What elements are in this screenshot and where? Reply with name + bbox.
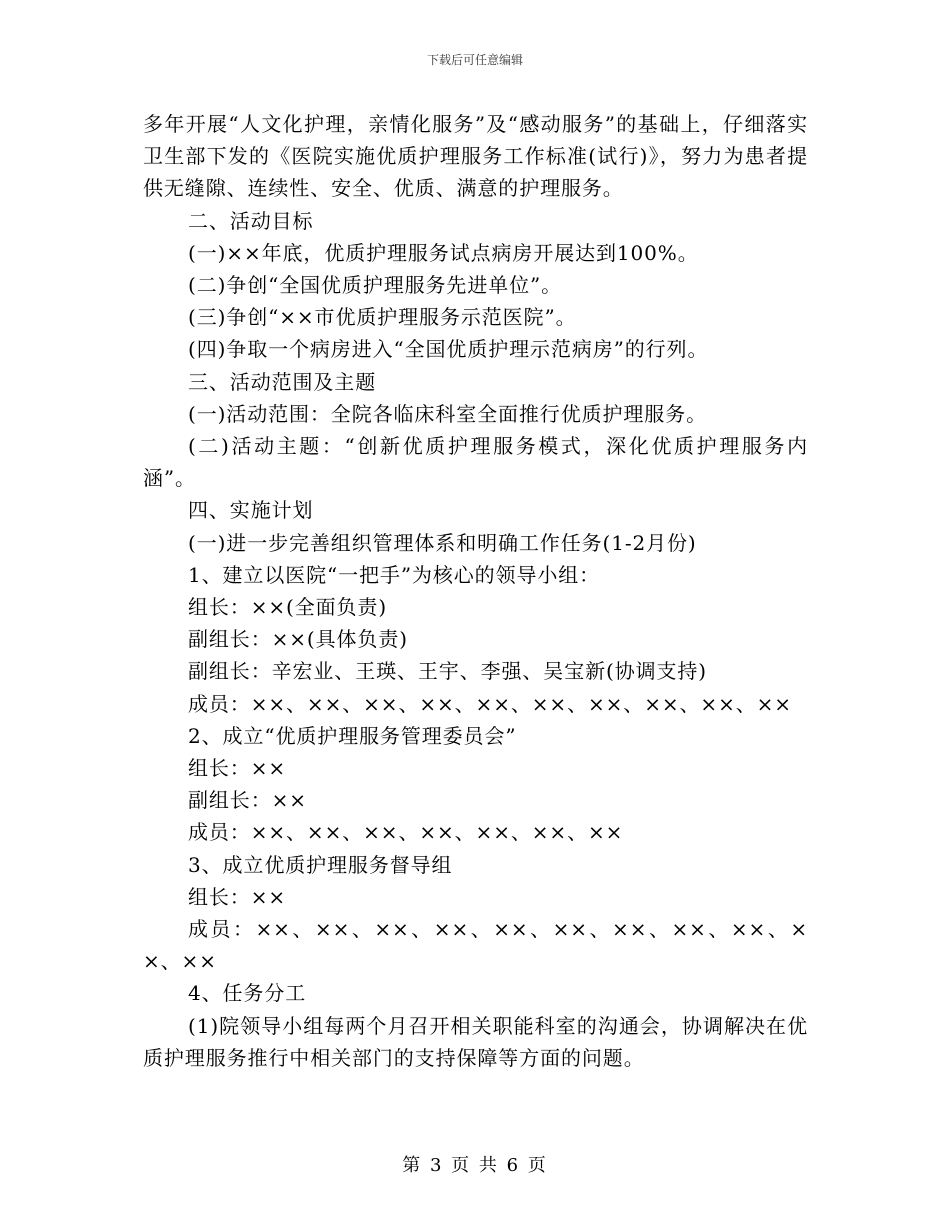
paragraph: 组长：×× bbox=[188, 884, 287, 909]
paragraph: (一)××年底，优质护理服务试点病房开展达到100%。 bbox=[188, 240, 699, 265]
paragraph: 副组长：辛宏业、王瑛、王宇、李强、吴宝新(协调支持) bbox=[188, 659, 708, 684]
section-heading: 四、实施计划 bbox=[188, 498, 314, 523]
section-heading: 二、活动目标 bbox=[188, 208, 314, 233]
paragraph: (二)争创“全国优质护理服务先进单位”。 bbox=[188, 273, 563, 298]
paragraph: (一)进一步完善组织管理体系和明确工作任务(1-2月份) bbox=[188, 530, 697, 555]
page-header: 下载后可任意编辑 bbox=[426, 53, 523, 67]
section-heading: 三、活动范围及主题 bbox=[188, 369, 377, 394]
paragraph: 组长：××(全面负责) bbox=[188, 595, 388, 620]
paragraph: 1、建立以医院“一把手”为核心的领导小组： bbox=[188, 562, 601, 587]
page-number: 第 3 页 共 6 页 bbox=[402, 1155, 548, 1176]
paragraph: 副组长：××(具体负责) bbox=[188, 627, 408, 652]
paragraph: (四)争取一个病房进入“全国优质护理示范病房”的行列。 bbox=[188, 337, 709, 362]
paragraph: (1)院领导小组每两个月召开相关职能科室的沟通会，协调解决在优质护理服务推行中相关部门的支持保障等方面的问题。 bbox=[143, 1013, 808, 1070]
paragraph: (一)活动范围：全院各临床科室全面推行优质护理服务。 bbox=[188, 401, 708, 426]
paragraph: 成员：××、××、××、××、××、××、××、××、××、××、×× bbox=[143, 917, 808, 974]
paragraph: 组长：×× bbox=[188, 756, 287, 781]
paragraph: 多年开展“人文化护理，亲情化服务”及“感动服务”的基础上，仔细落实卫生部下发的《医院实施优质护理服务工作标准(试行)》，努力为患者提供无缝隙、连续性、安全、优质、满意的护理服务。 bbox=[143, 112, 808, 201]
paragraph: 4、任务分工 bbox=[188, 981, 307, 1006]
paragraph: (三)争创“××市优质护理服务示范医院”。 bbox=[188, 305, 577, 330]
paragraph: 副组长：×× bbox=[188, 788, 307, 813]
document-body bbox=[143, 108, 808, 1074]
paragraph: 2、成立“优质护理服务管理委员会” bbox=[188, 723, 517, 748]
paragraph: 3、成立优质护理服务督导组 bbox=[188, 852, 453, 877]
paragraph: 成员：××、××、××、××、××、××、××、××、××、×× bbox=[188, 691, 792, 716]
paragraph: 成员：××、××、××、××、××、××、×× bbox=[188, 820, 624, 845]
paragraph: (二)活动主题：“创新优质护理服务模式，深化优质护理服务内涵”。 bbox=[143, 434, 808, 491]
